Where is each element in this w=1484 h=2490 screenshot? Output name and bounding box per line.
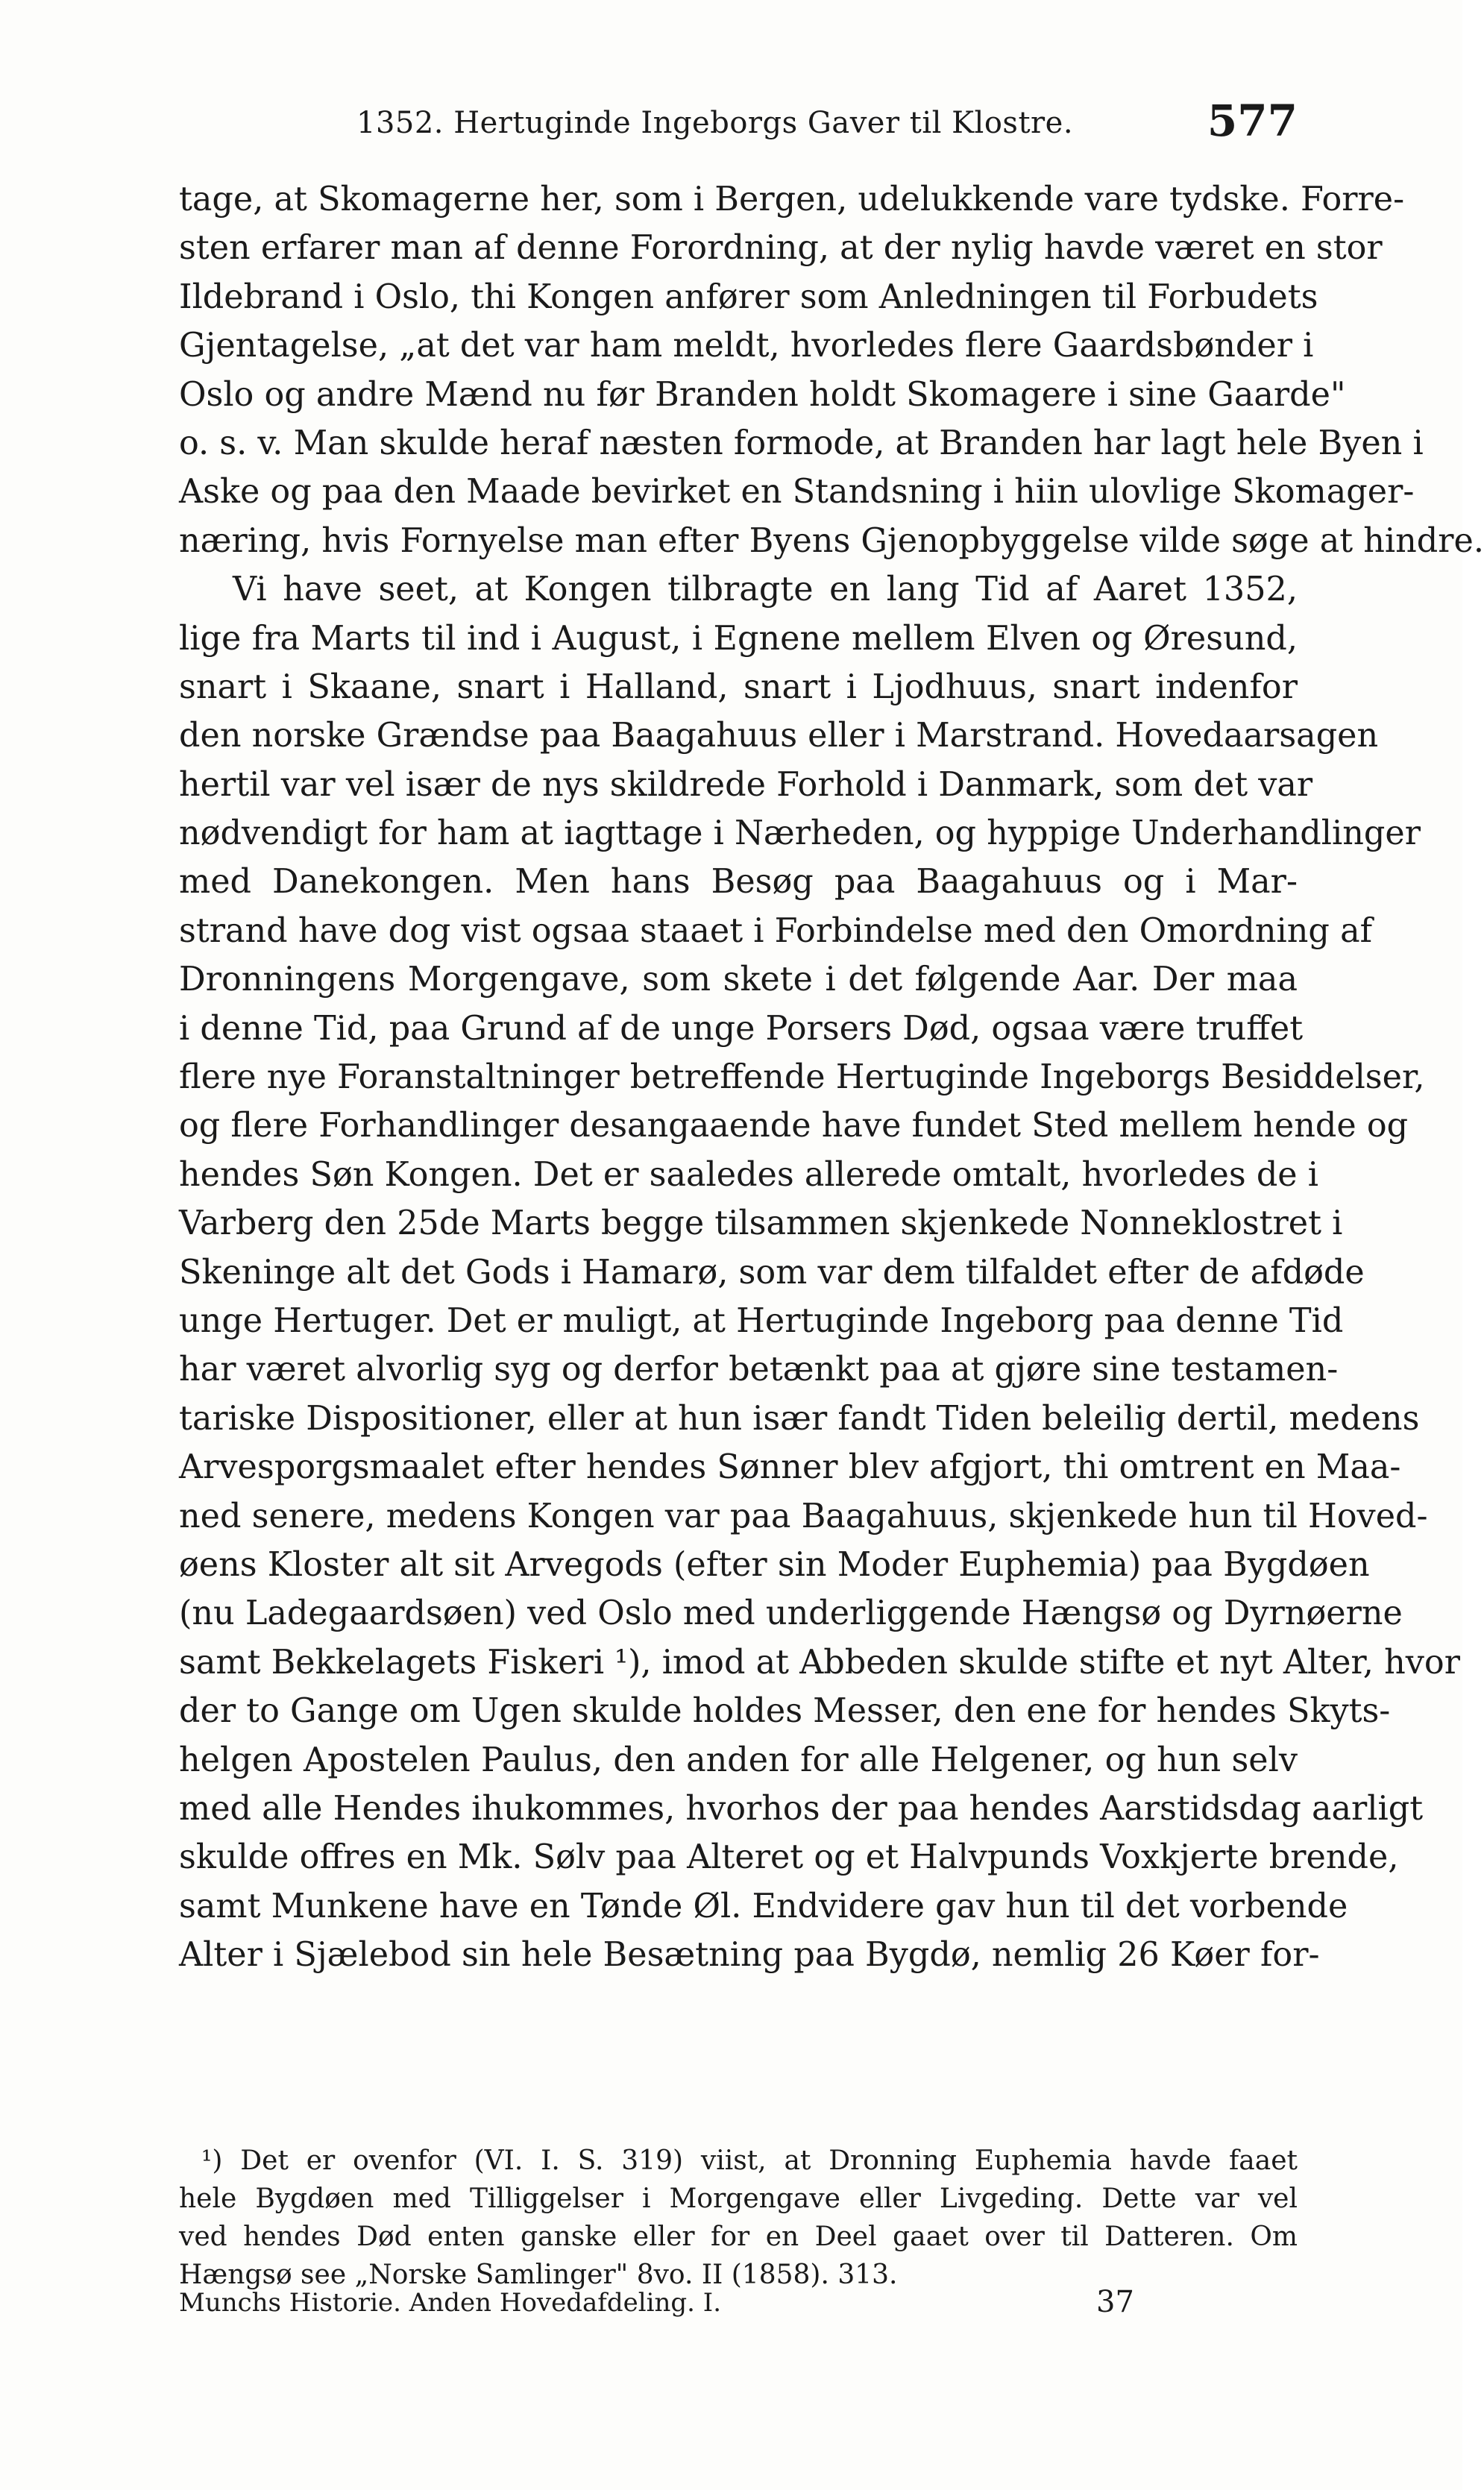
text-line: med alle Hendes ihukommes, hvorhos der paa hendes Aarstidsdag aarligt: [179, 1789, 1424, 1828]
text-line: Dronningens Morgengave, som skete i det følgende Aar. Der maa: [179, 961, 1298, 999]
page-header: [179, 95, 1298, 148]
text-line: flere nye Foranstaltninger betreffende Hertuginde Ingeborgs Besiddelser,: [179, 1058, 1425, 1097]
text-line: o. s. v. Man skulde heraf næsten formode, at Branden har lagt hele Byen i: [179, 424, 1424, 462]
footnote-line: ¹) Det er ovenfor (VI. I. S. 319) viist, at Dronning Euphemia havde faaet: [201, 2145, 1298, 2176]
text-line: og flere Forhandlinger desangaaende have fundet Sted mellem hende og: [179, 1107, 1409, 1145]
text-line: Oslo og andre Mænd nu før Branden holdt Skomagere i sine Gaarde": [179, 375, 1346, 414]
text-line: snart i Skaane, snart i Halland, snart i Ljodhuus, snart indenfor: [179, 667, 1298, 706]
footnote-line: ved hendes Død enten ganske eller for en Deel gaaet over til Datteren. Om: [179, 2222, 1298, 2252]
text-line: øens Kloster alt sit Arvegods (efter sin Moder Euphemia) paa Bygdøen: [179, 1545, 1370, 1584]
text-line: Ildebrand i Oslo, thi Kongen anfører som Anledningen til Forbudets: [179, 277, 1318, 316]
text-line: har været alvorlig syg og derfor betænkt paa at gjøre sine testamen-: [179, 1351, 1339, 1389]
body-text: [179, 175, 1484, 1979]
text-line: Skeninge alt det Gods i Hamarø, som var dem tilfaldet efter de afdøde: [179, 1253, 1365, 1292]
text-line: hendes Søn Kongen. Det er saaledes allerede omtalt, hvorledes de i: [179, 1155, 1319, 1194]
running-head: 1352. Hertuginde Ingeborgs Gaver til Klostre.: [356, 106, 1074, 140]
text-line: samt Munkene have en Tønde Øl. Endvidere gav hun til det vorbende: [179, 1887, 1348, 1925]
text-line: tariske Dispositioner, eller at hun især fandt Tiden beleilig dertil, medens: [179, 1399, 1420, 1438]
text-line: samt Bekkelagets Fiskeri ¹), imod at Abbeden skulde stifte et nyt Alter, hvor: [179, 1643, 1460, 1682]
footnote-divider: [179, 2130, 1298, 2131]
text-line: der to Gange om Ugen skulde holdes Messer, den ene for hendes Skyts-: [179, 1692, 1391, 1731]
footnotes: [179, 2142, 1298, 2294]
text-line: Varberg den 25de Marts begge tilsammen skjenkede Nonneklostret i: [179, 1204, 1343, 1243]
text-line: Aske og paa den Maade bevirket en Standsning i hiin ulovlige Skomager-: [179, 473, 1415, 512]
text-line: tage, at Skomagerne her, som i Bergen, udelukkende vare tydske. Forre-: [179, 180, 1405, 218]
sheet-number: 37: [1096, 2285, 1134, 2319]
text-line: den norske Grændse paa Baagahuus eller i Marstrand. Hovedaarsagen: [179, 717, 1379, 755]
text-line: i denne Tid, paa Grund af de unge Porsers Død, ogsaa være truffet: [179, 1009, 1304, 1048]
text-line: næring, hvis Fornyelse man efter Byens Gjenopbyggelse vilde søge at hindre.: [179, 521, 1484, 560]
footnote-line: Hængsø see „Norske Samlinger" 8vo. II (1858). 313.: [179, 2260, 898, 2290]
text-line: (nu Ladegaardsøen) ved Oslo med underliggende Hængsø og Dyrnøerne: [179, 1594, 1403, 1633]
text-line: sten erfarer man af denne Forordning, at der nylig havde været en stor: [179, 229, 1383, 268]
text-line: helgen Apostelen Paulus, den anden for alle Helgener, og hun selv: [179, 1741, 1298, 1779]
text-line: strand have dog vist ogsaa staaet i Forbindelse med den Omordning af: [179, 911, 1373, 950]
text-line: nødvendigt for ham at iagttage i Nærheden, og hyppige Underhandlinger: [179, 814, 1421, 853]
text-line: med Danekongen. Men hans Besøg paa Baagahuus og i Mar-: [179, 863, 1298, 902]
text-line: Alter i Sjælebod sin hele Besætning paa Bygdø, nemlig 26 Køer for-: [179, 1936, 1320, 1975]
text-line: skulde offres en Mk. Sølv paa Alteret og et Halvpunds Voxkjerte brende,: [179, 1838, 1399, 1877]
page-footer: [179, 2285, 1298, 2325]
footnote-line: hele Bygdøen med Tilliggelser i Morgengave eller Livgeding. Dette var vel: [179, 2184, 1298, 2214]
page-number: 577: [1207, 95, 1298, 146]
text-line: Arvesporgsmaalet efter hendes Sønner blev afgjort, thi omtrent en Maa-: [179, 1448, 1401, 1487]
text-line: lige fra Marts til ind i August, i Egnene mellem Elven og Øresund,: [179, 619, 1298, 658]
text-line: unge Hertuger. Det er muligt, at Hertuginde Ingeborg paa denne Tid: [179, 1301, 1344, 1340]
printer-signature: Munchs Historie. Anden Hovedafdeling. I.: [179, 2288, 722, 2318]
text-line: ned senere, medens Kongen var paa Baagahuus, skjenkede hun til Hoved-: [179, 1497, 1428, 1535]
text-line: hertil var vel især de nys skildrede Forhold i Danmark, som det var: [179, 765, 1313, 804]
text-line: Gjentagelse, „at det var ham meldt, hvorledes flere Gaardsbønder i: [179, 327, 1314, 365]
text-line: Vi have seet, at Kongen tilbragte en lang Tid af Aaret 1352,: [233, 570, 1298, 609]
